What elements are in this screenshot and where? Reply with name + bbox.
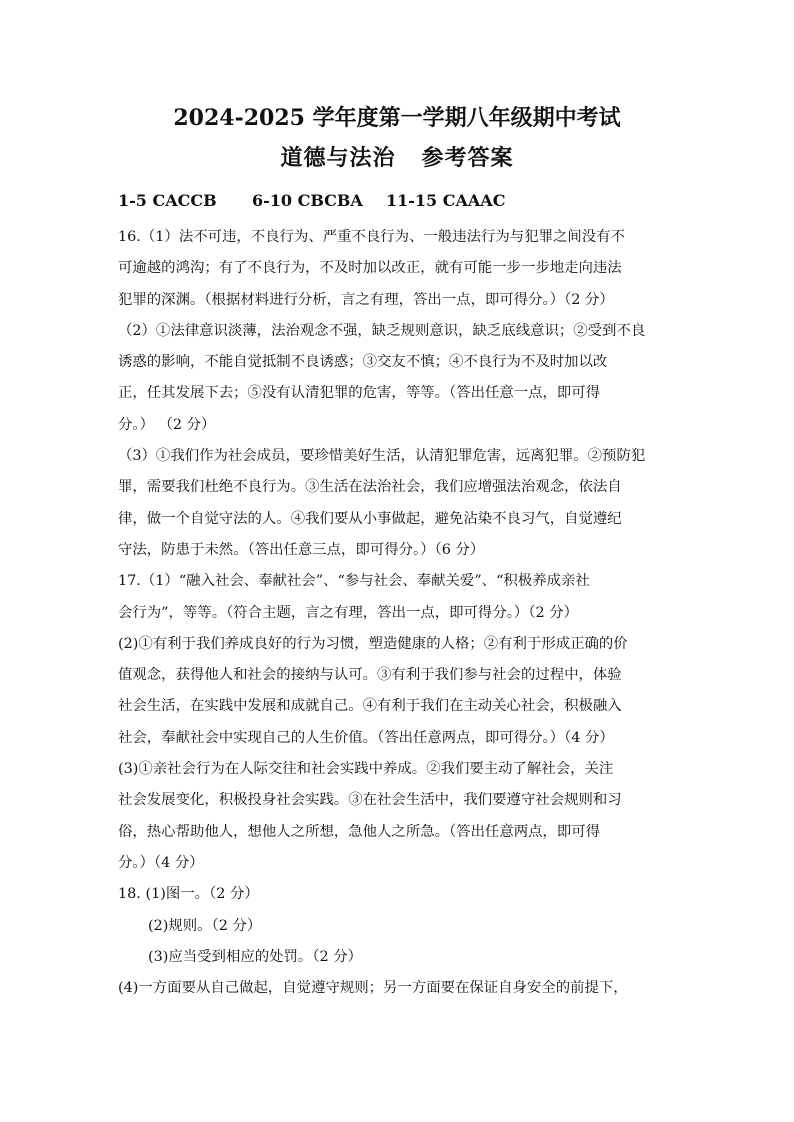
text-line: 正，任其发展下去；⑤没有认清犯罪的危害，等等。（答出任意一点，即可得 — [118, 385, 601, 402]
subject-name: 道德与法治 — [280, 145, 396, 171]
text-line: 律，做一个自觉守法的人。④我们要从小事做起，避免沾染不良习气，自觉遵纪 — [118, 510, 622, 527]
choice-group-3: 11-15 CAAAC — [386, 191, 506, 210]
subject-title — [0, 144, 794, 172]
exam-title: 2024-2025 学年度第一学期八年级期中考试 — [173, 105, 621, 131]
text-line: (4)一方面要从自己做起，自觉遵守规则；另一方面要在保证自身安全的前提下， — [118, 980, 628, 997]
text-line: (2)①有利于我们养成良好的行为习惯，塑造健康的人格；②有利于形成正确的价 — [118, 635, 628, 652]
answer-body — [118, 222, 690, 1004]
text-line: 社会，奉献社会中实现自己的人生价值。（答出任意两点，即可得分。）（4 分） — [118, 729, 614, 746]
text-line: 俗，热心帮助他人，想他人之所想，急他人之所急。（答出任意两点，即可得 — [118, 823, 601, 840]
text-line: (3)①亲社会行为在人际交往和社会实践中养成。②我们要主动了解社会，关注 — [118, 761, 614, 778]
text-line: 犯罪的深渊。（根据材料进行分析，言之有理，答出一点，即可得分。）（2 分） — [118, 291, 614, 308]
text-line: （3）①我们作为社会成员，要珍惜美好生活，认清犯罪危害，远离犯罪。②预防犯 — [118, 448, 646, 465]
text-line: (2)规则。（2 分） — [148, 917, 262, 934]
text-line: 可逾越的鸿沟；有了不良行为，不及时加以改正，就有可能一步一步地走向违法 — [118, 260, 622, 277]
text-line: 值观念，获得他人和社会的接纳与认可。③有利于我们参与社会的过程中，体验 — [118, 667, 622, 684]
text-line: (3)应当受到相应的处罚。（2 分） — [148, 948, 362, 965]
text-line: 分。）（4 分） — [118, 854, 204, 871]
text-line: 社会生活，在实践中发展和成就自己。④有利于我们在主动关心社会，积极融入 — [118, 698, 622, 715]
text-line: 诱惑的影响，不能自觉抵制不良诱惑；③交友不慎；④不良行为不及时加以改 — [118, 354, 608, 371]
text-line: 16.（1）法不可违，不良行为、严重不良行为、一般违法行为与犯罪之间没有不 — [118, 229, 625, 245]
text-line: 社会发展变化，积极投身社会实践。③在社会生活中，我们要遵守社会规则和习 — [118, 792, 622, 809]
text-line: （2）①法律意识淡薄，法治观念不强，缺乏规则意识，缺乏底线意识；②受到不良 — [118, 322, 646, 339]
answer-label: 参考答案 — [421, 145, 514, 171]
text-line: 会行为”，等等。（符合主题，言之有理，答出一点，即可得分。）（2 分） — [118, 604, 578, 621]
text-line: 17.（1）“融入社会、奉献社会”、“参与社会、奉献关爱”、“积极养成亲社 — [118, 573, 590, 590]
choice-group-2: 6-10 CBCBA — [252, 191, 363, 210]
multiple-choice-answers — [118, 190, 505, 212]
text-line: 18. (1)图一。（2 分） — [118, 886, 259, 903]
text-line: 罪，需要我们杜绝不良行为。③生活在法治社会，我们应增强法治观念，依法自 — [118, 479, 622, 496]
text-line: 守法，防患于未然。（答出任意三点，即可得分。）（6 分） — [118, 541, 485, 558]
choice-group-1: 1-5 CACCB — [118, 191, 217, 210]
text-line: 分。） （2 分） — [118, 416, 216, 433]
